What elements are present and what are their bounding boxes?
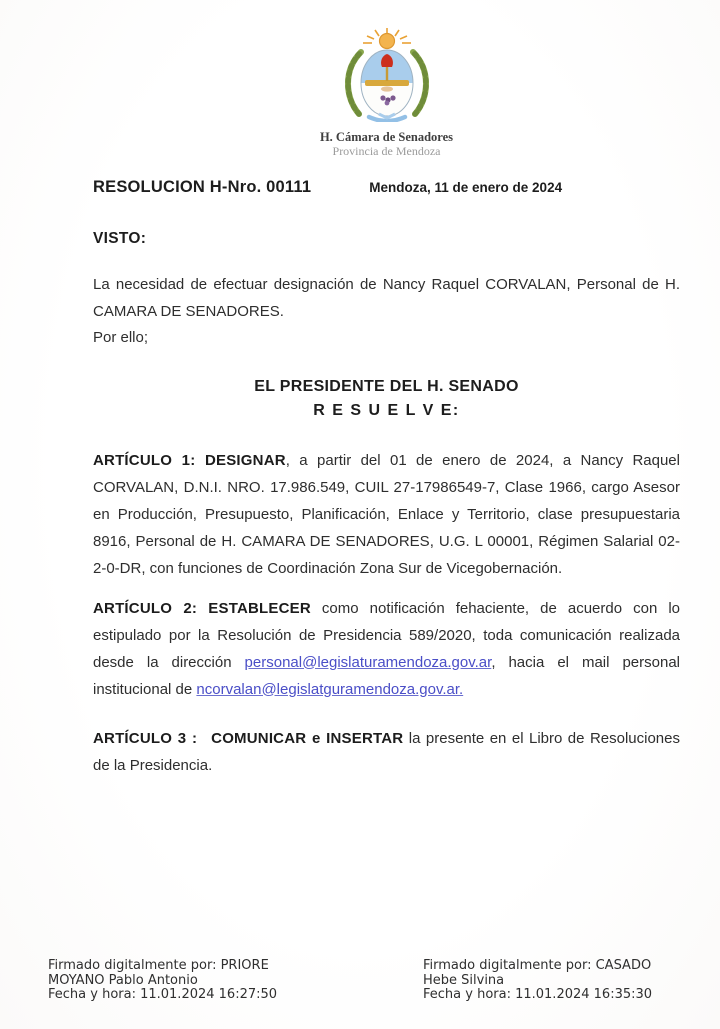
signature-priore-line2: MOYANO Pablo Antonio <box>48 972 198 988</box>
article-2 <box>93 595 680 703</box>
article-2-text-mid: , hacia el mail personal institucional de <box>93 653 681 698</box>
article-1-label: ARTÍCULO 1: DESIGNAR <box>93 451 286 469</box>
province-name: Provincia de Mendoza <box>332 144 441 158</box>
signature-priore-datetime: Fecha y hora: 11.01.2024 16:27:50 <box>48 987 278 1002</box>
place-date: Mendoza, 11 de enero de 2024 <box>369 180 563 195</box>
resolution-number: RESOLUCION H-Nro. 00111 <box>93 178 312 196</box>
signature-casado-line2: Hebe Silvina <box>423 972 505 988</box>
resolve-heading-line1: EL PRESIDENTE DEL H. SENADO <box>254 377 519 395</box>
org-name: H. Cámara de Senadores <box>319 130 454 144</box>
signature-casado-datetime: Fecha y hora: 11.01.2024 16:35:30 <box>423 987 653 1002</box>
signature-priore <box>48 959 277 1003</box>
article-3-text: la presente en el Libro de Resoluciones de la Presidencia. <box>93 729 680 774</box>
resolve-heading <box>93 375 680 423</box>
resolve-heading-line2: R E S U E L V E: <box>313 401 460 419</box>
email-link-personal[interactable]: personal@legislaturamendoza.gov.ar <box>244 653 492 671</box>
article-3 <box>93 725 680 779</box>
visto-text: La necesidad de efectuar designación de Nancy Raquel CORVALAN, Personal de H. CAMARA DE SENADORES. <box>93 276 680 320</box>
por-ello: Por ello; <box>93 329 149 346</box>
article-3-label: ARTÍCULO 3 : <box>93 729 198 747</box>
visto-body <box>93 272 680 325</box>
visto-label: VISTO: <box>93 230 147 247</box>
signature-casado-line1: Firmado digitalmente por: CASADO <box>423 958 652 973</box>
article-2-label: ARTÍCULO 2: ESTABLECER <box>93 599 311 617</box>
email-link-ncorvalan[interactable]: ncorvalan@legislatguramendoza.gov.ar. <box>196 680 464 698</box>
title-row <box>93 178 680 197</box>
article-3-action: COMUNICAR e INSERTAR <box>211 729 404 747</box>
article-1 <box>93 447 680 582</box>
document-header <box>93 0 680 158</box>
signature-priore-line1: Firmado digitalmente por: PRIORE <box>48 958 269 973</box>
article-1-text: , a partir del 01 de enero de 2024, a Nancy Raquel CORVALAN, D.N.I. NRO. 17.986.549, CUIL 27-17986549-7, Clase 1966, cargo Asesor en Producción, Presupuesto, Planificación, Enlace y Territorio, clase presupuestaria 8916, Personal de H. CAMARA DE SENADORES, U.G. L 00001, Régimen Salarial 02-2-0-DR, con funciones de Coordinación Zona Sur de Vicegobernación. <box>93 451 680 577</box>
document-content <box>93 0 680 779</box>
article-2-text-pre: como notificación fehaciente, de acuerdo con lo estipulado por la Resolución de Presidencia 589/2020, toda comunicación realizada desde la dirección <box>93 599 680 671</box>
signature-casado <box>423 959 652 1003</box>
mendoza-coat-of-arms-icon <box>325 26 449 122</box>
